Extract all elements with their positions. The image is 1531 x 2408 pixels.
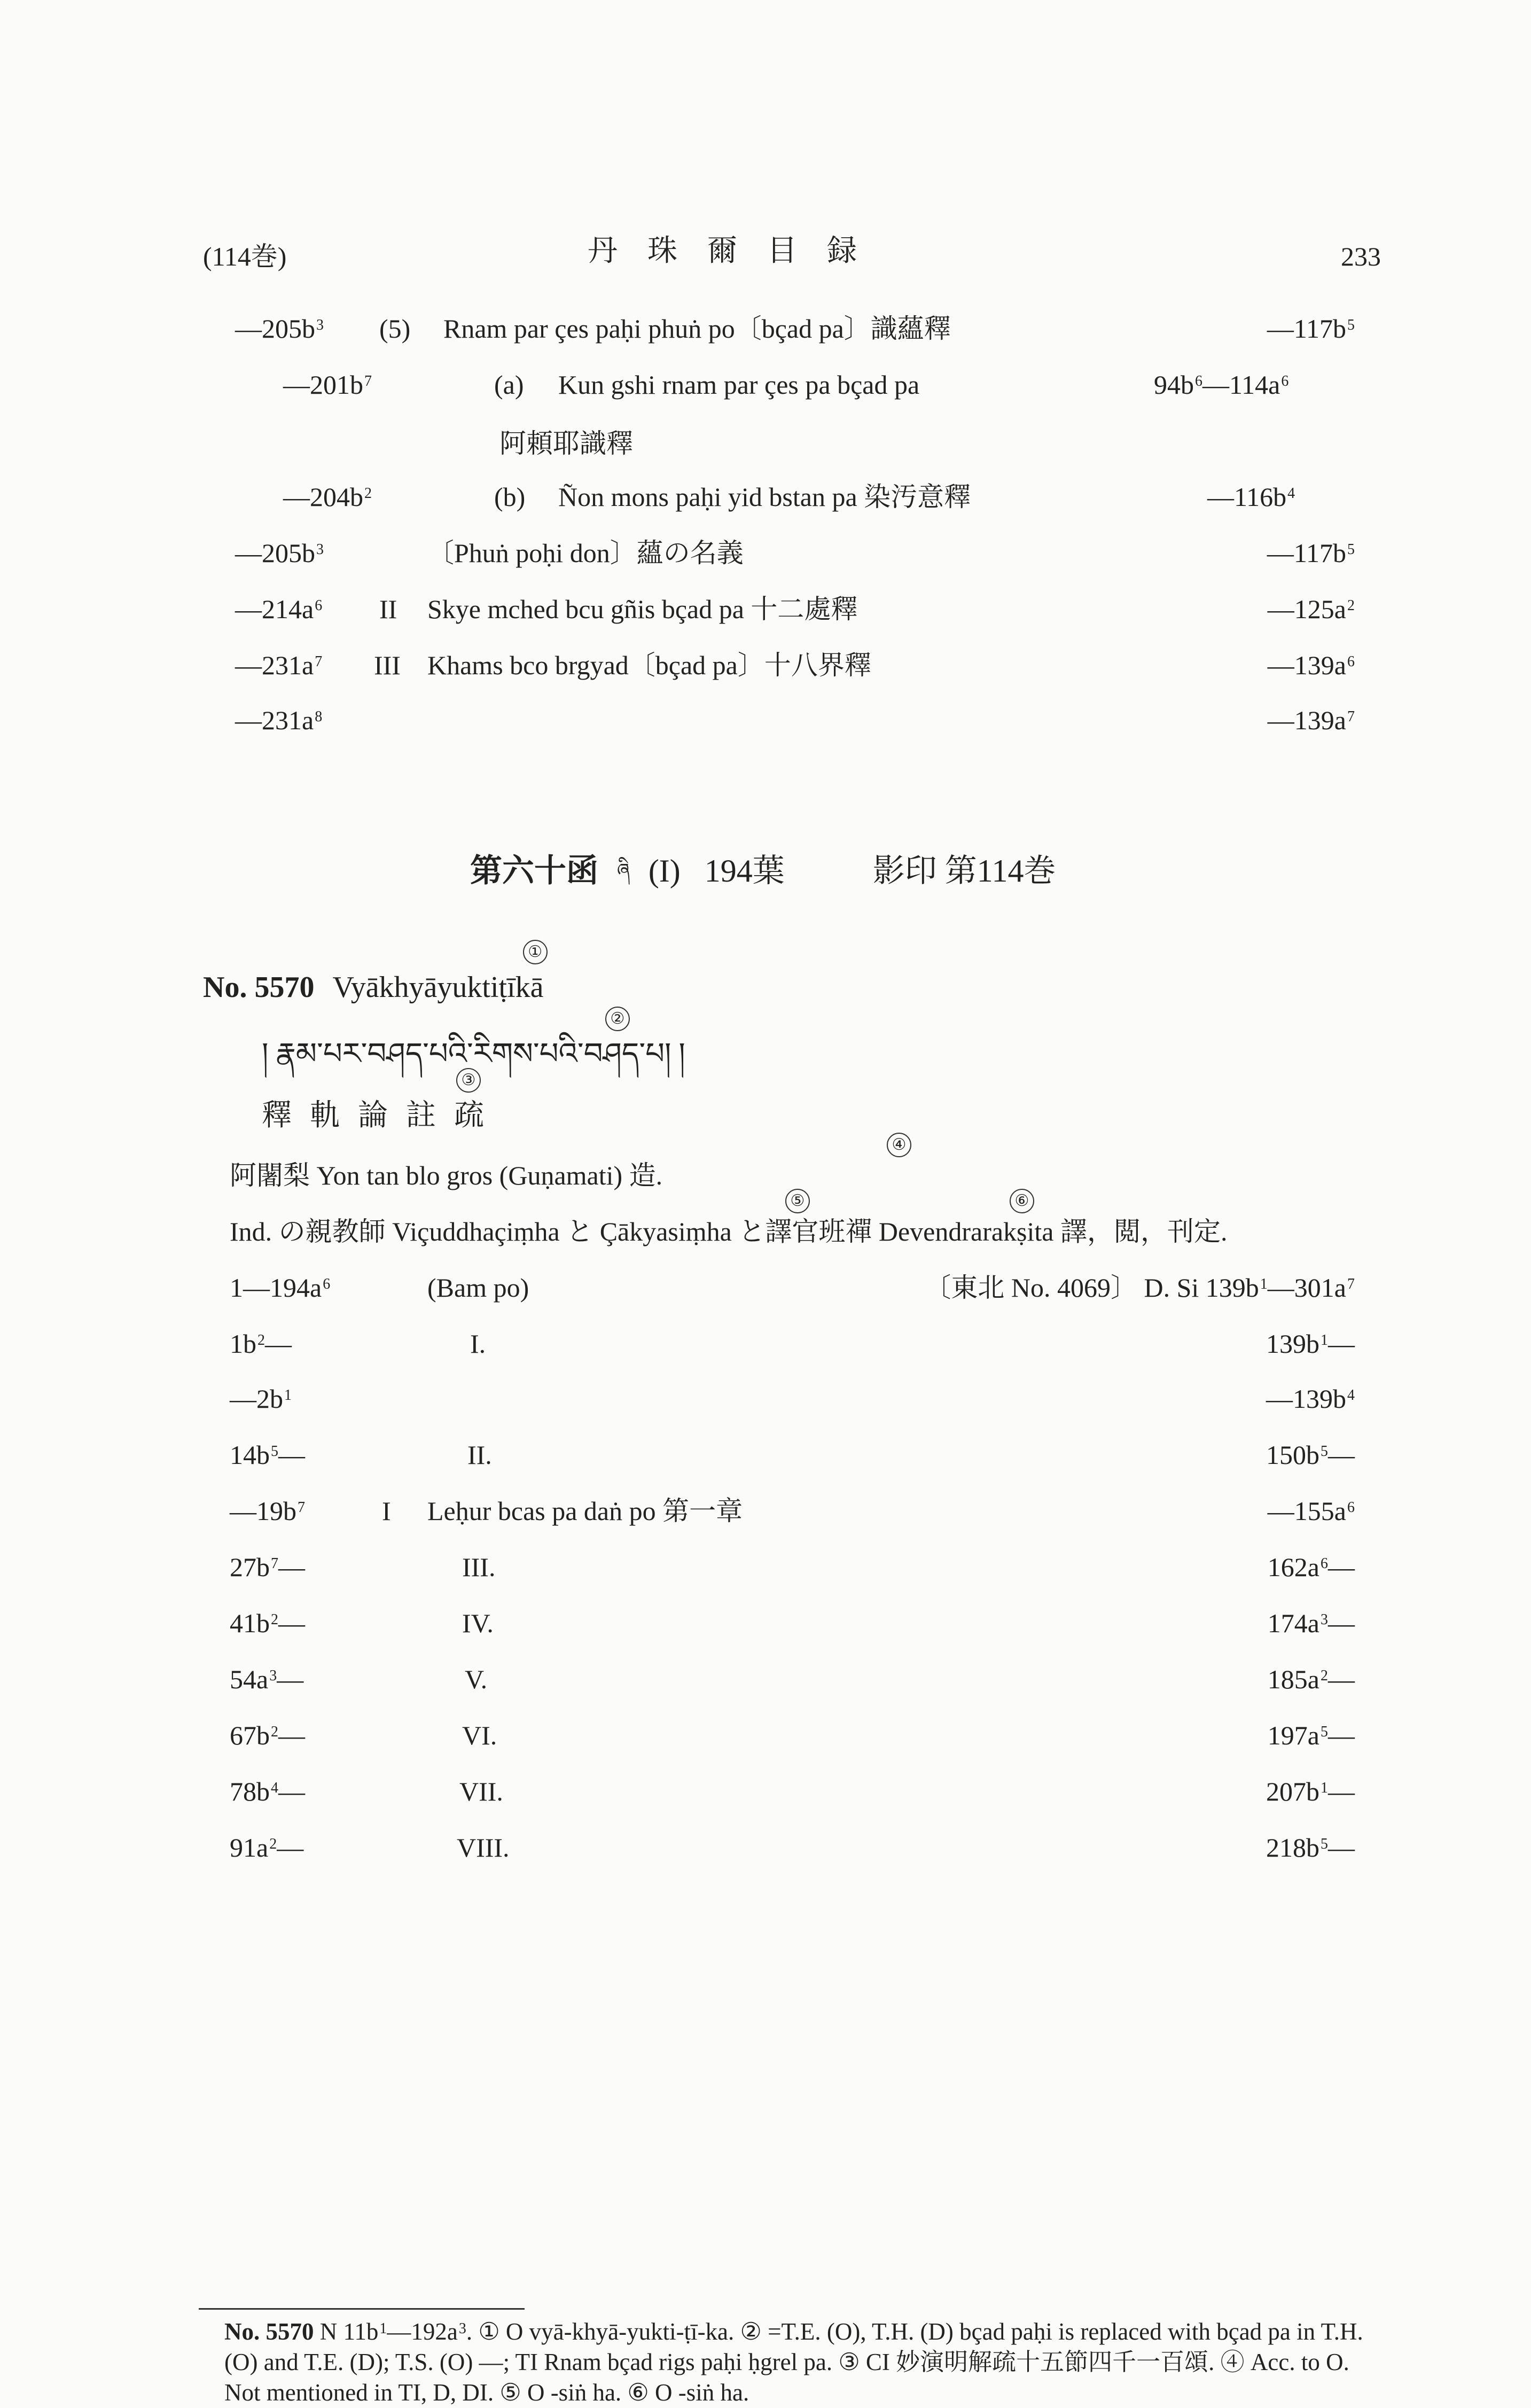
row-roman: IV. (462, 1608, 494, 1638)
section-facsimile: 影印 第114巻 (872, 853, 1056, 889)
row-text: Rnam par çes paḥi phuṅ po〔bçad pa〕識蘊釋 (443, 314, 951, 344)
row-number: (b) (494, 482, 526, 512)
row-roman: III. (462, 1552, 496, 1582)
footnote-3: ③ CI 妙演明解疏十五節四千一百頌. (838, 2349, 1215, 2375)
entry-heading (203, 943, 544, 1005)
row-left-ref: $—19b^7$ (230, 1496, 305, 1526)
footnote-mark-5: ⑤ (785, 1189, 810, 1213)
footnote-4: ④ Acc. to O. Not mentioned in TI, D, DI. (224, 2349, 1349, 2406)
page-title: 丹 珠 爾 目 録 (588, 235, 857, 268)
tibetan-text: ། རྣམ་པར་བཤད་པའི་རིགས་པའི་བཤད་པ། ། (262, 1038, 685, 1071)
row-right-ref: $185a^2—$ (1267, 1664, 1355, 1694)
row-right-ref: $—139b^4$ (1266, 1384, 1355, 1414)
footnote (224, 2317, 1389, 2408)
section-leaves: 194葉 (704, 853, 785, 889)
row-right-ref: $94b^6—114a^6$ (1154, 370, 1289, 400)
entry-title-wrap (332, 943, 544, 1005)
footnote-mark-6: ⑥ (1010, 1189, 1034, 1213)
row-number: (a) (494, 370, 524, 400)
footnote-label: No. 5570 (224, 2318, 314, 2345)
row-left-ref: $91a^2—$ (230, 1833, 304, 1863)
footnote-6: ⑥ O -siṅ ha. (627, 2379, 749, 2406)
row-left-ref: $—201b^7$ (283, 370, 372, 400)
row-text: Ñon mons paḥi yid bstan pa 染汚意釋 (558, 482, 971, 512)
row-roman: VIII. (457, 1833, 510, 1863)
row-roman: II. (467, 1440, 492, 1470)
section-letter: (I) (648, 853, 681, 889)
row-right-ref: $—116b^4$ (1207, 482, 1295, 512)
row-number: III (374, 650, 401, 680)
row-left-ref: $—214a^6$ (235, 594, 323, 624)
row-right-ref: $139b^1—$ (1266, 1329, 1355, 1359)
footnote-mark-3: ③ (456, 1068, 481, 1093)
footnote-divider (199, 2308, 525, 2310)
row-left-ref: $54a^3—$ (230, 1664, 304, 1694)
footnote-2: ② =T.E. (O), T.H. (D) bçad paḥi is replaced with bçad pa in T.H. (O) and T.E. (D); T.S. (O) —; TI Rnam bçad rigs paḥi ḥgrel pa. (224, 2318, 1363, 2375)
row-right-ref: $—117b^5$ (1267, 538, 1355, 568)
section-title: 第六十函 (470, 853, 598, 889)
row-roman: I. (470, 1329, 486, 1359)
bam-ref: 〔東北 No. 4069〕 D. Si $139b^1—301a^7$ (924, 1273, 1355, 1303)
row-left-ref: $41b^2—$ (230, 1608, 305, 1638)
footnote-mark-1: ① (523, 940, 548, 964)
footnote-1: ① O vyā-khyā-yukti-ṭī-ka. (478, 2318, 735, 2345)
row-left-ref: $—231a^8$ (235, 705, 323, 735)
chinese-title (262, 1071, 502, 1133)
row-right-ref: $—139a^7$ (1267, 705, 1355, 735)
row-left-ref: $27b^7—$ (230, 1552, 305, 1582)
row-roman: V. (465, 1664, 488, 1694)
bam-label: (Bam po) (427, 1273, 529, 1303)
row-right-ref: $162a^6—$ (1267, 1552, 1355, 1582)
row-left-ref: $—204b^2$ (283, 482, 372, 512)
footnote-mark-2: ② (605, 1007, 630, 1031)
page-number: 233 (1341, 241, 1381, 271)
author-text: 阿闍梨 Yon tan blo gros (Guṇamati) 造. (230, 1160, 663, 1190)
row-right-ref: $150b^5—$ (1266, 1440, 1355, 1470)
row-left-ref: $—231a^7$ (235, 650, 323, 680)
author-line (230, 1136, 907, 1191)
row-text: Khams bco brgyad〔bçad pa〕十八界釋 (427, 650, 871, 680)
row-left-ref: $14b^5—$ (230, 1440, 305, 1470)
row-left-ref: $—205b^3$ (235, 538, 324, 568)
row-right-ref: $—117b^5$ (1267, 314, 1355, 344)
row-text: 〔Phuṅ poḥi don〕蘊の名義 (427, 538, 744, 568)
row-right-ref: $207b^1—$ (1266, 1776, 1355, 1806)
row-right-ref: $—139a^6$ (1267, 650, 1355, 680)
footnote-5: ⑤ O -siṅ ha. (499, 2379, 622, 2406)
row-right-ref: $—125a^2$ (1267, 594, 1355, 624)
volume-label: (114巻) (203, 241, 287, 271)
row-text: 阿頼耶識釋 (499, 428, 633, 458)
row-right-ref: $197a^5—$ (1267, 1720, 1355, 1750)
translator-text: Ind. の親教師 Viçuddhaçiṃha と Çākyasiṃha と譯官班禪 Devendrarakṣita 譯，閲，刊定. (230, 1217, 1228, 1246)
footnote-n-ref: N $11b^1—192a^3$. (319, 2318, 473, 2345)
chinese-text: 釋軌論註疏 (262, 1099, 502, 1132)
row-right-ref: $—155a^6$ (1267, 1496, 1355, 1526)
row-roman: VI. (462, 1720, 497, 1750)
row-right-ref: $218b^5—$ (1266, 1833, 1355, 1863)
translator-line (230, 1192, 1228, 1248)
row-right-ref: $174a^3—$ (1267, 1608, 1355, 1638)
row-roman: VII. (459, 1776, 503, 1806)
entry-title: Vyākhyāyuktiṭīkā (332, 971, 544, 1004)
row-number: (5) (379, 314, 411, 344)
footnote-mark-4: ④ (887, 1133, 911, 1157)
row-number: I (382, 1496, 391, 1526)
entry-number: No. 5570 (203, 971, 315, 1004)
row-left-ref: $67b^2—$ (230, 1720, 305, 1750)
row-left-ref: $78b^4—$ (230, 1776, 305, 1806)
tibetan-letter: ཞི (617, 861, 630, 880)
row-text: Leḥur bcas pa daṅ po 第一章 (427, 1496, 743, 1526)
row-number: II (379, 594, 397, 624)
row-left-ref: $1b^2—$ (230, 1329, 292, 1359)
tibetan-title (262, 1010, 685, 1072)
row-text: Kun gshi rnam par çes pa bçad pa (558, 370, 920, 400)
bam-left-ref: $1—194a^6$ (230, 1273, 331, 1303)
section-heading (470, 852, 1056, 890)
row-left-ref: $—2b^1$ (230, 1384, 292, 1414)
row-text: Skye mched bcu gñis bçad pa 十二處釋 (427, 594, 858, 624)
row-left-ref: $—205b^3$ (235, 314, 324, 344)
